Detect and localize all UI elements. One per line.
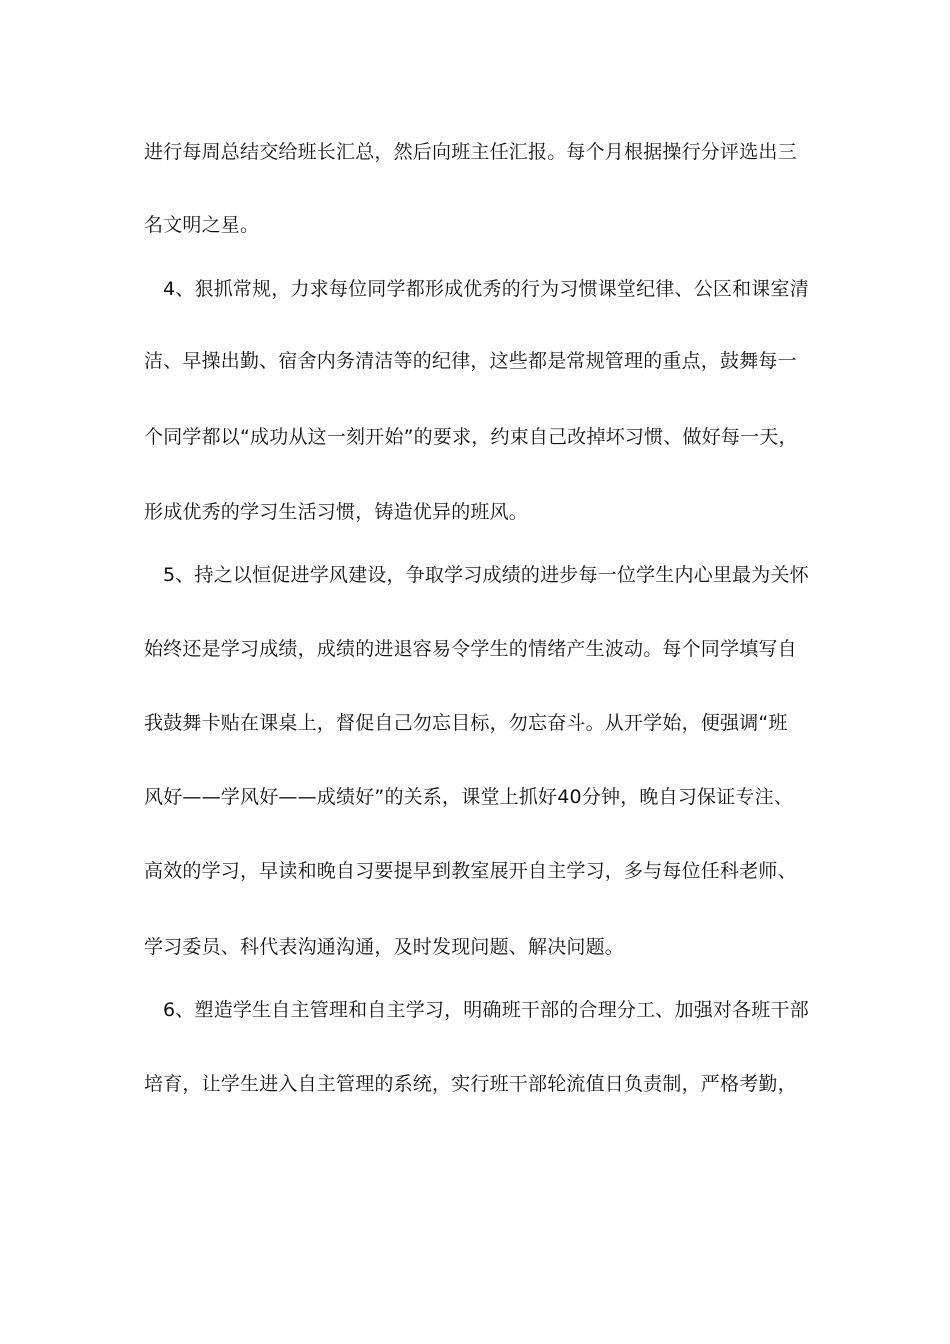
paragraph-line: 高效的学习，早读和晚自习要提早到教室展开自主学习，多与每位任科老师、 [144,860,797,882]
paragraph-line: 风好——学风好——成绩好”的关系，课堂上抓好40分钟，晚自习保证专注、 [144,786,794,808]
paragraph-line: 名文明之星。 [144,214,260,236]
paragraph-line: 4、狠抓常规，力求每位同学都形成优秀的行为习惯课堂纪律、公区和课室清 [163,278,809,300]
paragraph-line: 5、持之以恒促进学风建设，争取学习成绩的进步每一位学生内心里最为关怀 [163,564,809,586]
paragraph-line: 始终还是学习成绩，成绩的进退容易令学生的情绪产生波动。每个同学填写自 [144,638,797,660]
paragraph-line: 洁、早操出勤、宿舍内务清洁等的纪律，这些都是常规管理的重点，鼓舞每一 [144,350,797,372]
paragraph-line: 学习委员、科代表沟通沟通，及时发现问题、解决问题。 [144,936,625,958]
paragraph-line: 我鼓舞卡贴在课桌上，督促自己勿忘目标，勿忘奋斗。从开学始，便强调“班 [144,712,788,734]
paragraph-line: 培育，让学生进入自主管理的系统，实行班干部轮流值日负责制，严格考勤， [144,1073,797,1095]
paragraph-line: 个同学都以“成功从这一刻开始”的要求，约束自己改掉坏习惯、做好每一天， [144,426,798,448]
paragraph-line: 进行每周总结交给班长汇总，然后向班主任汇报。每个月根据操行分评选出三 [144,141,797,163]
paragraph-line: 形成优秀的学习生活习惯，铸造优异的班风。 [144,501,529,523]
paragraph-line: 6、塑造学生自主管理和自主学习，明确班干部的合理分工、加强对各班干部 [163,999,809,1021]
